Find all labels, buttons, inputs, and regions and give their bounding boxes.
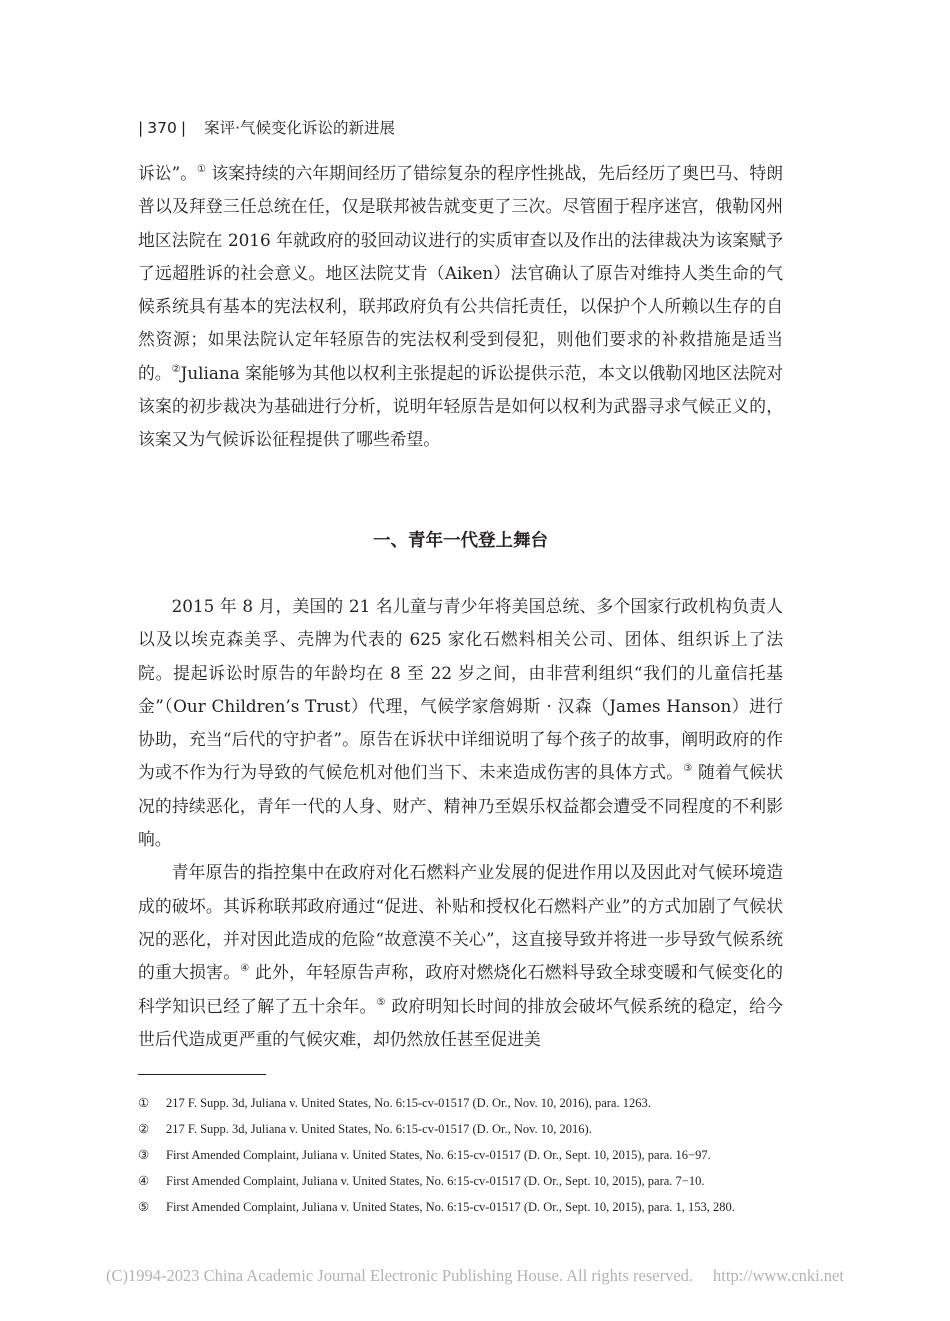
p2-text-c: 政府明知长时间的排放会破坏气候系统的稳定，给今世后代造成更严重的气候灾难，却仍然放任甚至促进美	[138, 995, 783, 1049]
paragraph-2	[138, 856, 783, 1056]
footnote-ref-4[interactable]: ④	[240, 963, 250, 975]
intro-text-3: Juliana 案能够为其他以权利主张提起的诉讼提供示范，本文以俄勒冈地区法院对该案的初步裁决为基础进行分析，说明年轻原告是如何以权利为武器寻求气候正义的，该案又为气候诉讼征程提供了哪些希望。	[138, 362, 783, 450]
footnote-item	[138, 1142, 838, 1168]
p1-text-b: 随着气候状况的持续恶化，青年一代的人身、财产、精神乃至娱乐权益都会遭受不同程度的不利影响。	[138, 762, 783, 850]
footnote-text: First Amended Complaint, Juliana v. United States, No. 6:15-cv-01517 (D. Or., Sept. 10, 2015), para. 7−10.	[166, 1174, 705, 1188]
footnote-mark: ①	[138, 1096, 150, 1110]
footnote-mark: ②	[138, 1122, 150, 1136]
section-body	[138, 590, 783, 1056]
footnote-text: 217 F. Supp. 3d, Juliana v. United States, No. 6:15-cv-01517 (D. Or., Nov. 10, 2016), para. 1263.	[166, 1096, 651, 1110]
watermark-url[interactable]: http://www.cnki.net	[713, 1266, 844, 1285]
footnote-ref-5[interactable]: ⑤	[376, 996, 386, 1008]
section-heading: 一、青年一代登上舞台	[373, 531, 548, 551]
copyright-text: (C)1994-2023 China Academic Journal Electronic Publishing House. All rights reserved.	[106, 1266, 694, 1285]
footnote-mark: ④	[138, 1174, 150, 1188]
running-title: 案评·气候变化诉讼的新进展	[204, 119, 395, 137]
header-divider: |	[180, 119, 187, 137]
copyright-watermark	[0, 1266, 950, 1286]
footnote-divider	[138, 1074, 266, 1075]
p2-text-a: 青年原告的指控集中在政府对化石燃料产业发展的促进作用以及因此对气候环境造成的破坏。其诉称联邦政府通过“促进、补贴和授权化石燃料产业”的方式加剧了气候状况的恶化，并对因此造成的危险“故意漠不关心”，这直接导致并将进一步导致气候系统的重大损害。	[138, 862, 783, 983]
footnote-item	[138, 1168, 838, 1194]
p1-text-a: 2015 年 8 月，美国的 21 名儿童与青少年将美国总统、多个国家行政机构负责人以及以埃克森美孚、壳牌为代表的 625 家化石燃料相关公司、团体、组织诉上了法院。提起诉讼时原告的年龄均在 8 至 22 岁之间，由非营利组织“我们的儿童信托基金”（Our Children’s Trust）代理，气候学家詹姆斯 · 汉森（James Hanson）进行协助，充当“后代的守护者”。原告在诉状中详细说明了每个孩子的故事，阐明政府的作为或不作为行为导致的气候危机对他们当下、未来造成伤害的具体方式。	[138, 596, 783, 783]
footnote-ref-1[interactable]: ①	[197, 164, 207, 175]
footnote-item	[138, 1116, 838, 1142]
footnote-item	[138, 1194, 838, 1220]
footnote-ref-2[interactable]: ②	[171, 363, 181, 375]
intro-text-1: 诉讼”。	[138, 163, 198, 183]
footnote-ref-3[interactable]: ③	[683, 763, 693, 775]
footnote-mark: ⑤	[138, 1200, 150, 1214]
footnote-mark: ③	[138, 1148, 150, 1162]
paragraph-1	[138, 590, 783, 856]
footnotes	[138, 1090, 838, 1220]
running-header	[138, 116, 395, 138]
footnote-text: 217 F. Supp. 3d, Juliana v. United States, No. 6:15-cv-01517 (D. Or., Nov. 10, 2016).	[166, 1122, 592, 1136]
intro-text-2: 该案持续的六年期间经历了错综复杂的程序性挑战，先后经历了奥巴马、特朗普以及拜登三任总统在任，仅是联邦被告就变更了三次。尽管囿于程序迷宫，俄勒冈州地区法院在 2016 年就政府的驳回动议进行的实质审查以及作出的法律裁决为该案赋予了远超胜诉的社会意义。地区法院艾肯（Aiken）法官确认了原告对维持人类生命的气候系统具有基本的宪法权利，联邦政府负有公共信托责任，以保护个人所赖以生存的自然资源；如果法院认定年轻原告的宪法权利受到侵犯，则他们要求的补救措施是适当的。	[138, 163, 783, 383]
page-number: 370	[147, 119, 177, 137]
footnote-text: First Amended Complaint, Juliana v. United States, No. 6:15-cv-01517 (D. Or., Sept. 10, 2015), para. 1, 153, 280.	[166, 1200, 735, 1214]
p2-text-b: 此外，年轻原告声称，政府对燃烧化石燃料导致全球变暖和气候变化的科学知识已经了解了五十余年。	[138, 962, 783, 1016]
footnote-text: First Amended Complaint, Juliana v. United States, No. 6:15-cv-01517 (D. Or., Sept. 10, 2015), para. 16−97.	[166, 1148, 711, 1162]
footnote-item	[138, 1090, 838, 1116]
intro-paragraph	[138, 157, 783, 457]
header-divider: |	[138, 119, 144, 137]
